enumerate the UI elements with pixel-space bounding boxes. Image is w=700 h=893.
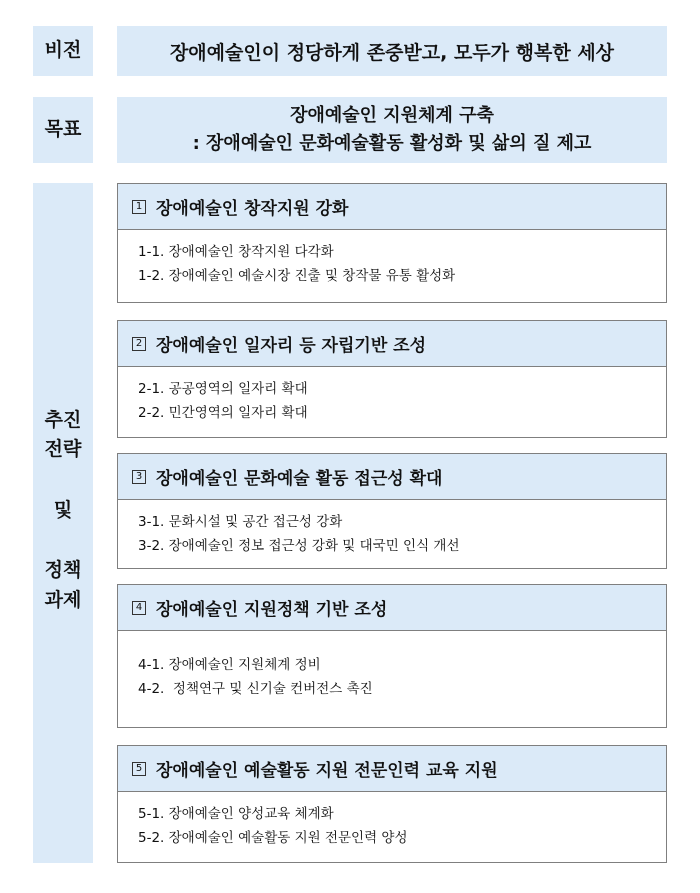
strategy-4-title: 장애예술인 지원정책 기반 조성 — [156, 600, 388, 620]
strategy-5 — [117, 745, 667, 863]
strategy-1-item-1: 1-1. 장애예술인 창작지원 다각화 — [138, 244, 334, 260]
strategy-2 — [117, 320, 667, 438]
strategy-5-number: 5 — [132, 762, 146, 776]
strategy-5-item-2: 5-2. 장애예술인 예술활동 지원 전문인력 양성 — [138, 830, 408, 846]
strategy-3-item-1: 3-1. 문화시설 및 공간 접근성 강화 — [138, 514, 343, 530]
strategy-5-items — [118, 792, 666, 850]
goal-line2: : 장애예술인 문화예술활동 활성화 및 삶의 질 제고 — [192, 133, 592, 154]
goal-box — [117, 97, 667, 163]
strategy-3 — [117, 453, 667, 569]
vision-label-text: 비전 — [44, 39, 82, 62]
strategy-3-header — [118, 454, 666, 500]
strategy-3-item-2: 3-2. 장애예술인 정보 접근성 강화 및 대국민 인식 개선 — [138, 538, 460, 554]
strategy-1 — [117, 183, 667, 303]
strategy-5-item-1: 5-1. 장애예술인 양성교육 체계화 — [138, 806, 334, 822]
goal-label — [33, 97, 93, 163]
strategy-4-item-2: 4-2. 정책연구 및 신기술 컨버전스 촉진 — [138, 681, 373, 697]
strategy-3-number: 3 — [132, 470, 146, 484]
strategy-1-items — [118, 230, 666, 288]
strategy-3-title: 장애예술인 문화예술 활동 접근성 확대 — [156, 469, 443, 489]
tasks-label-text — [45, 406, 82, 615]
vision-box — [117, 26, 667, 76]
tasks-label-line1: 추진 — [44, 408, 82, 431]
strategy-5-header — [118, 746, 666, 792]
strategy-3-items — [118, 500, 666, 558]
tasks-label-line2: 전략 — [44, 438, 82, 461]
strategy-4-items — [118, 631, 666, 701]
strategy-1-item-2: 1-2. 장애예술인 예술시장 진출 및 창작물 유통 활성화 — [138, 268, 456, 284]
strategy-1-number: 1 — [132, 200, 146, 214]
goal-label-text: 목표 — [44, 118, 82, 141]
strategy-4 — [117, 584, 667, 728]
tasks-label — [33, 183, 93, 863]
strategy-2-item-2: 2-2. 민간영역의 일자리 확대 — [138, 405, 308, 421]
strategy-2-title: 장애예술인 일자리 등 자립기반 조성 — [156, 336, 427, 356]
strategy-4-number: 4 — [132, 601, 146, 615]
vision-text: 장애예술인이 정당하게 존중받고, 모두가 행복한 세상 — [169, 41, 615, 64]
tasks-label-line4: 정책 — [44, 559, 82, 582]
tasks-label-line5: 과제 — [44, 588, 82, 611]
strategy-1-title: 장애예술인 창작지원 강화 — [156, 199, 349, 219]
goal-line1: 장애예술인 지원체계 구축 — [290, 105, 494, 126]
strategy-2-header — [118, 321, 666, 367]
strategy-2-item-1: 2-1. 공공영역의 일자리 확대 — [138, 381, 308, 397]
strategy-1-header — [118, 184, 666, 230]
strategy-5-title: 장애예술인 예술활동 지원 전문인력 교육 지원 — [156, 761, 498, 781]
strategy-4-header — [118, 585, 666, 631]
strategy-2-items — [118, 367, 666, 425]
strategy-4-item-1: 4-1. 장애예술인 지원체계 정비 — [138, 657, 321, 673]
tasks-label-line3: 및 — [53, 498, 73, 521]
vision-label — [33, 26, 93, 76]
strategy-2-number: 2 — [132, 337, 146, 351]
